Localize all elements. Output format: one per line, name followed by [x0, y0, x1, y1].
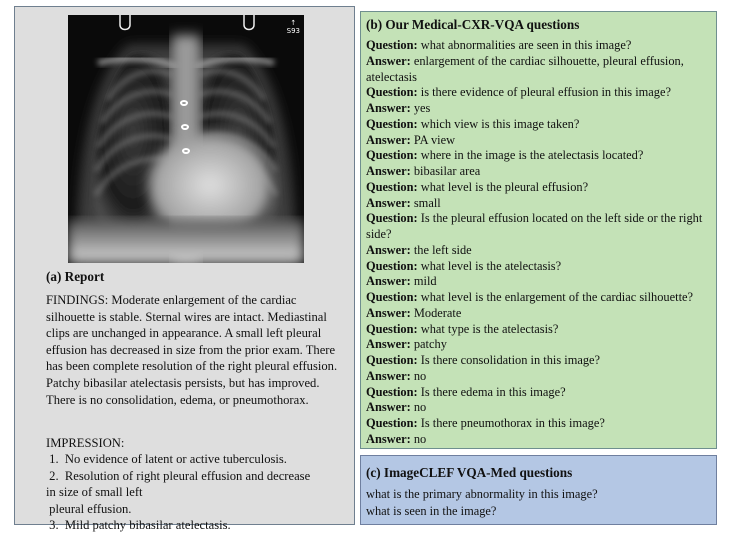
findings-text: FINDINGS: Moderate enlargement of the cardiac silhouette is stable. Sternal wires are intact. Mediastinal clips are unchanged in appearance. A small left pleural effusion has decreased in size from the prior exam. There has been complete resolution of the right pleural effusion. Patchy bibasilar atelectasis persists, but has improved. There is no consolidation, edema, or pneumothorax. [46, 293, 338, 407]
answer-label: Answer: [366, 53, 411, 68]
answer-text: no [413, 431, 427, 446]
answer-item [366, 337, 711, 353]
question-label: Question: [366, 321, 418, 336]
impression-line: IMPRESSION: [46, 436, 125, 450]
cxr-vqa-panel [360, 11, 717, 449]
question-item [366, 38, 711, 54]
answer-label: Answer: [366, 242, 411, 257]
answer-text: yes [413, 101, 431, 115]
impression-line: pleural effusion. [46, 501, 132, 516]
question-text: what level is the enlargement of the cardiac silhouette? [420, 290, 694, 304]
question-label: Question: [366, 116, 418, 131]
question-item [366, 180, 711, 196]
impression-line: in size of small left [46, 485, 143, 500]
imageclef-heading: (c) ImageCLEF VQA-Med questions [366, 465, 573, 480]
answer-label: Answer: [366, 368, 411, 383]
answer-label: Answer: [366, 274, 411, 289]
question-text: what level is the atelectasis? [420, 258, 562, 273]
question-text: Is the pleural effusion located on the left side or the right side? [366, 211, 703, 241]
question-label: Question: [366, 38, 418, 52]
answer-label: Answer: [366, 164, 411, 178]
question-label: Question: [366, 179, 418, 194]
report-heading: (a) Report [46, 269, 105, 284]
question-text: where in the image is the atelectasis located? [420, 148, 644, 163]
answer-label: Answer: [366, 101, 411, 115]
answer-label: Answer: [366, 195, 411, 210]
question-label: Question: [366, 290, 418, 304]
answer-text: enlargement of the cardiac silhouette, pleural effusion, atelectasis [366, 53, 684, 84]
question-item [366, 385, 711, 401]
answer-label: Answer: [366, 132, 411, 147]
question-item [366, 416, 711, 432]
chest-xray-image [68, 15, 304, 263]
question-text: what abnormalities are seen in this image? [420, 38, 632, 52]
question-text: Is there pneumothorax in this image? [420, 416, 605, 430]
question-text: Is there edema in this image? [420, 384, 566, 399]
answer-item [366, 133, 711, 149]
question-label: Question: [366, 258, 418, 273]
question-item [366, 259, 711, 275]
cxr-vqa-heading: (b) Our Medical-CXR-VQA questions [366, 17, 580, 32]
question-label: Question: [366, 416, 418, 430]
question-label: Question: [366, 211, 418, 226]
impression-block [46, 435, 356, 533]
xray-marker: ↑ S93 [286, 19, 300, 35]
question-label: Question: [366, 384, 418, 399]
answer-item [366, 432, 711, 448]
question-text: is there evidence of pleural effusion in this image? [420, 85, 672, 100]
answer-item [366, 306, 711, 322]
question-text: which view is this image taken? [420, 116, 580, 131]
question-item [366, 211, 711, 243]
answer-text: PA view [413, 132, 456, 147]
question-text: Is there consolidation in this image? [420, 353, 601, 367]
question-item [366, 322, 711, 338]
answer-label: Answer: [366, 305, 411, 320]
answer-item [366, 400, 711, 416]
imageclef-question-list [366, 486, 598, 519]
answer-label: Answer: [366, 400, 411, 415]
question-item [366, 148, 711, 164]
answer-text: mild [413, 274, 437, 289]
answer-text: no [413, 368, 427, 383]
question-label: Question: [366, 85, 418, 100]
imageclef-question: what is seen in the image? [366, 503, 497, 518]
question-item [366, 85, 711, 101]
question-text: what level is the pleural effusion? [420, 179, 589, 194]
answer-text: patchy [413, 337, 447, 352]
question-item [366, 290, 711, 306]
answer-item [366, 196, 711, 212]
qa-list [366, 38, 711, 448]
answer-item [366, 243, 711, 259]
answer-label: Answer: [366, 431, 411, 446]
answer-text: bibasilar area [413, 164, 481, 178]
question-text: what type is the atelectasis? [420, 321, 559, 336]
impression-line: 3. Mild patchy bibasilar atelectasis. [46, 518, 231, 533]
imageclef-panel [360, 455, 717, 525]
question-item [366, 353, 711, 369]
answer-item [366, 369, 711, 385]
answer-text: the left side [413, 242, 472, 257]
question-item [366, 117, 711, 133]
answer-item [366, 164, 711, 180]
answer-item [366, 274, 711, 290]
question-label: Question: [366, 353, 418, 367]
impression-line: 2. Resolution of right pleural effusion and decrease [46, 468, 311, 483]
answer-text: no [413, 400, 427, 415]
impression-line: 1. No evidence of latent or active tuberculosis. [46, 452, 287, 467]
answer-text: Moderate [413, 305, 462, 320]
question-label: Question: [366, 148, 418, 163]
report-panel [14, 6, 355, 533]
answer-item [366, 101, 711, 117]
imageclef-question: what is the primary abnormality in this image? [366, 487, 598, 501]
answer-item [366, 54, 711, 86]
answer-label: Answer: [366, 337, 411, 352]
answer-text: small [413, 195, 441, 210]
